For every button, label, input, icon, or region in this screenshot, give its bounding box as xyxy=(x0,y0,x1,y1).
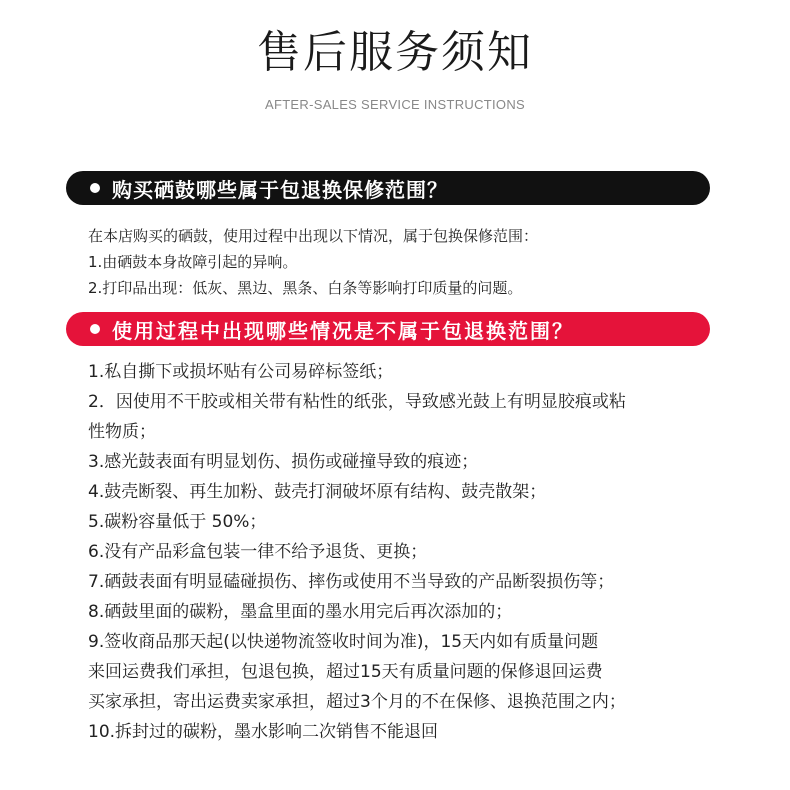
excluded-line: 10.拆封过的碳粉，墨水影响二次销售不能退回 xyxy=(88,722,439,742)
included-section-heading: 购买硒鼓哪些属于包退换保修范围？ xyxy=(112,177,448,202)
included-section-body xyxy=(88,223,728,301)
excluded-section-body xyxy=(88,357,728,747)
excluded-line: 性物质； xyxy=(88,422,156,442)
included-line: 在本店购买的硒鼓，使用过程中出现以下情况，属于包换保修范围： xyxy=(88,227,539,245)
excluded-line: 9.签收商品那天起(以快递物流签收时间为准)，15天内如有质量问题 xyxy=(88,632,599,652)
excluded-line: 1.私自撕下或损坏贴有公司易碎标签纸； xyxy=(88,362,394,382)
page-title: 售后服务须知 xyxy=(257,27,533,78)
excluded-line: 2．因使用不干胶或相关带有粘性的纸张，导致感光鼓上有明显胶痕或粘 xyxy=(88,392,626,412)
excluded-section-banner xyxy=(66,312,710,346)
excluded-line: 8.硒鼓里面的碳粉，墨盒里面的墨水用完后再次添加的； xyxy=(88,602,513,622)
excluded-section-heading: 使用过程中出现哪些情况是不属于包退换范围？ xyxy=(112,318,574,343)
excluded-line: 6.没有产品彩盒包装一律不给予退货、更换； xyxy=(88,542,428,562)
excluded-line: 7.硒鼓表面有明显磕碰损伤、摔伤或使用不当导致的产品断裂损伤等； xyxy=(88,572,615,592)
excluded-line: 来回运费我们承担，包退包换，超过15天有质量问题的保修退回运费 xyxy=(88,662,603,682)
included-section-banner xyxy=(66,171,710,205)
excluded-line: 3.感光鼓表面有明显划伤、损伤或碰撞导致的痕迹； xyxy=(88,452,479,472)
page-subtitle: AFTER-SALES SERVICE INSTRUCTIONS xyxy=(264,97,525,112)
bullet-dot-icon xyxy=(90,183,100,193)
excluded-line: 4.鼓壳断裂、再生加粉、鼓壳打洞破坏原有结构、鼓壳散架； xyxy=(88,482,547,502)
excluded-line: 买家承担，寄出运费卖家承担，超过3个月的不在保修、退换范围之内； xyxy=(88,692,626,712)
bullet-dot-icon xyxy=(90,324,100,334)
included-line: 2.打印品出现：低灰、黑边、黑条、白条等影响打印质量的问题。 xyxy=(88,279,523,297)
excluded-line: 5.碳粉容量低于 50%； xyxy=(88,512,267,532)
included-line: 1.由硒鼓本身故障引起的异响。 xyxy=(88,253,298,271)
